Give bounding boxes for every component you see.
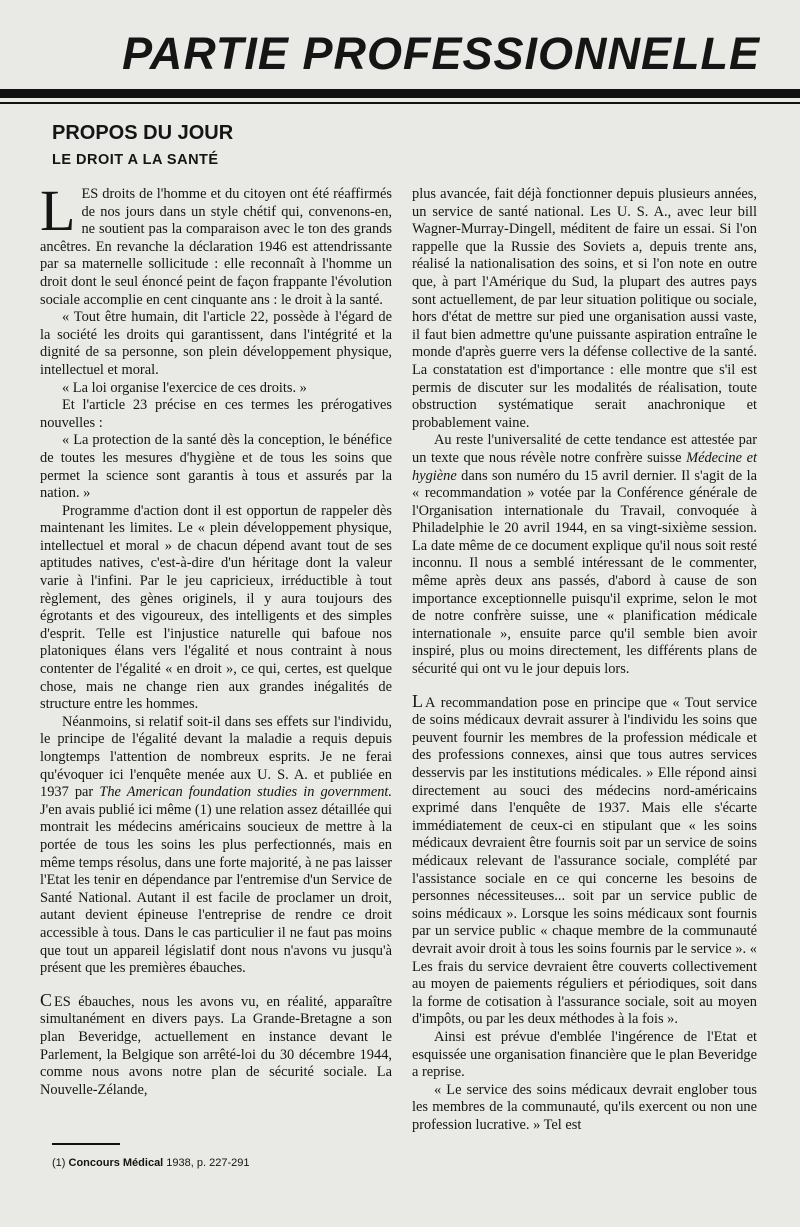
- section-heading: PROPOS DU JOUR: [52, 122, 234, 144]
- drop-cap: L: [40, 178, 76, 243]
- right-column: [412, 186, 757, 1134]
- drop-cap: C: [40, 989, 53, 1010]
- footnote: (1) Concours Médical 1938, p. 227-291: [52, 1157, 250, 1169]
- paragraph-7: Néanmoins, si relatif soit-il dans ses effets sur l'individu, le principe de l'égalité devant la maladie a requis depuis longtemps l'attention de nombreux esprits. Je ne ferai qu'évoquer ici l'enquête menée aux U. S. A. et publiée en 1937 par The American foundation studies in government. J'en avais publié ici même (1) une relation assez détaillée qui montrait les médecins américains soucieux de mettre à la portée de tous les soins les plus perfectionnés, mais en même temps résolus, dans une forte majorité, à ne pas laisser l'Etat les tenir en dépendance par l'entremise d'un Service de Santé National. Autant il est facile de proclamer un droit, autant devient épineuse l'entreprise de rendre ce droit accessible à tous. Dans le cas particulier il ne faut pas moins que tout un appareil législatif dont nous n'avons vu jusqu'à présent que les premières ébauches.: [40, 713, 393, 977]
- paragraph-4: Ainsi est prévue d'emblée l'ingérence de l'Etat et esquissée une organisation financière que le plan Beveridge a reprise.: [412, 1028, 757, 1081]
- left-column: [40, 178, 393, 1099]
- paragraph-4: Et l'article 23 précise en ces termes les prérogatives nouvelles :: [40, 397, 392, 431]
- footnote-rule: [52, 1143, 120, 1145]
- paragraph-1: LES droits de l'homme et du citoyen ont été réaffirmés de nos jours dans un style chétif qui, convenons-en, ne soutient pas la comparaison avec le ton des grands ancêtres. En revanche la déclaration 1946 est attendrissante par sa maternelle sollicitude : elle reconnaît à l'homme un droit dont le seul énoncé peint de façon frappante l'évolution sociale accomplie en cent cinquante ans : le droit à la santé.: [40, 178, 392, 308]
- paragraph-8: C ES ébauches, nous les avons vu, en réalité, apparaître simultanément en divers pays. La Grande-Bretagne a son plan Beveridge, actuellement en instance devant le Parlement, la Belgique son arrêté-loi du 30 décembre 1944, comme nous avons notre plan de sécurité sociale. La Nouvelle-Zélande,: [40, 989, 392, 1098]
- paragraph-2: Au reste l'universalité de cette tendance est attestée par un texte que nous révèle notre confrère suisse Médecine et hygiène dans son numéro du 15 avril dernier. Il s'agit de la « recommandation » votée par la Conférence générale de l'Organisation internationale du Travail, convoquée à Philadelphie le 20 avril 1944, en sa vingt-sixième session. La date même de ce document explique qu'il nous soit resté inconnu. Il nous a semblé intéressant de le commenter, même après deux ans passés, d'abord à cause de son importance exceptionnelle puisqu'il exprime, selon le mot de notre confrère suisse, une « planification médicale internationale », ensuite parce qu'il semble bien avoir inspiré, plus ou moins directement, les différents plans de sécurité qui ont vu le jour depuis lors.: [412, 432, 757, 678]
- paragraph-5: « La protection de la santé dès la conception, le bénéfice de toutes les mesures d'hygiène et de tous les soins que permet la science sont garantis à tous et assurés par la nation. »: [40, 432, 392, 502]
- drop-cap: L: [412, 690, 423, 711]
- paragraph-3: « La loi organise l'exercice de ces droits. »: [62, 379, 307, 396]
- paragraph-1: plus avancée, fait déjà fonctionner depuis plusieurs années, un service de santé national. Les U. S. A., avec leur bill Wagner-Murray-Dingell, méditent de faire un essai. Si l'on rappelle que la Russie des Soviets a, depuis trente ans, réalisé la nationalisation des soins, et si l'on note en outre que, à part l'Amérique du Sud, la plupart des autres pays sont actuellement, de par leur situation politique ou sociale, hors d'état de mettre sur pied une organisation aussi vaste, il faut bien admettre qu'une puissante aspiration entraîne le monde d'après guerre vers la défense collective de la santé. La constatation est d'importance : elle montre que s'il est permis de discuter sur les modalités de réalisation, toute obstruction systématique serait anachronique et probablement vaine.: [412, 186, 757, 431]
- paragraph-6: Programme d'action dont il est opportun de rappeler dès maintenant les limites. Le « plein développement physique, intellectuel et moral » de chacun dépend avant tout de ses aptitudes natives, c'est-à-dire d'un héritage dont la valeur varie à l'infini. Par le jeu capricieux, irréductible à tout règlement, des gènes originels, il y aura toujours des égrotants et des vigoureux, des intelligents et des simples d'esprit. Telle est l'injustice naturelle qui bafoue nos platoniques élans vers l'égalité et nous contraint à nous contenter de l'égalité « en droit », ce qui, certes, est quelque chose, mais ne change rien aux grandes inégalités de structure entre les hommes.: [40, 502, 392, 713]
- header-rule-thin: [0, 102, 800, 104]
- paragraph-3: L A recommandation pose en principe que « Tout service de soins médicaux devrait assurer à l'individu les soins que peuvent fournir les membres de la profession médicale et des professions connexes, ainsi que tous autres services desservis par les institutions médicales. » Elle répond ainsi directement au souci des médecins nord-américains exprimé dans l'enquête de 1937. Mais elle s'écarte immédiatement de ceux-ci en stipulant que « les soins médicaux devraient être fournis soit par un service de soins médicaux relevant de l'assurance sociale, complété par l'assistance sociale en ce qui concerne les besoins de personnes nécessiteuses... soit par un service public de soins médicaux ». Lorsque les soins médicaux sont fournis par un service public « chaque membre de la communauté devrait avoir droit à tous les soins fournis par le service ». « Les frais du service devraient être couverts collectivement au moyen de paiements réguliers et périodiques, soit dans la forme de cotisation à l'assurance sociale, soit au moyen d'impôts, ou par les deux méthodes à la fois ».: [412, 690, 757, 1028]
- page-title: PARTIE PROFESSIONNELLE: [122, 28, 760, 79]
- header-rule-thick: [0, 89, 800, 98]
- paragraph-5: « Le service des soins médicaux devrait englober tous les membres de la communauté, qu'ils exercent ou non une profession lucrative. » Tel est: [412, 1081, 757, 1133]
- paragraph-2: « Tout être humain, dit l'article 22, possède à l'égard de la société les droits qui garantissent, dans l'intégrité et la dignité de sa personne, son plein développement physique, intellectuel et moral.: [40, 309, 392, 378]
- article-title: LE DROIT A LA SANTÉ: [52, 152, 219, 168]
